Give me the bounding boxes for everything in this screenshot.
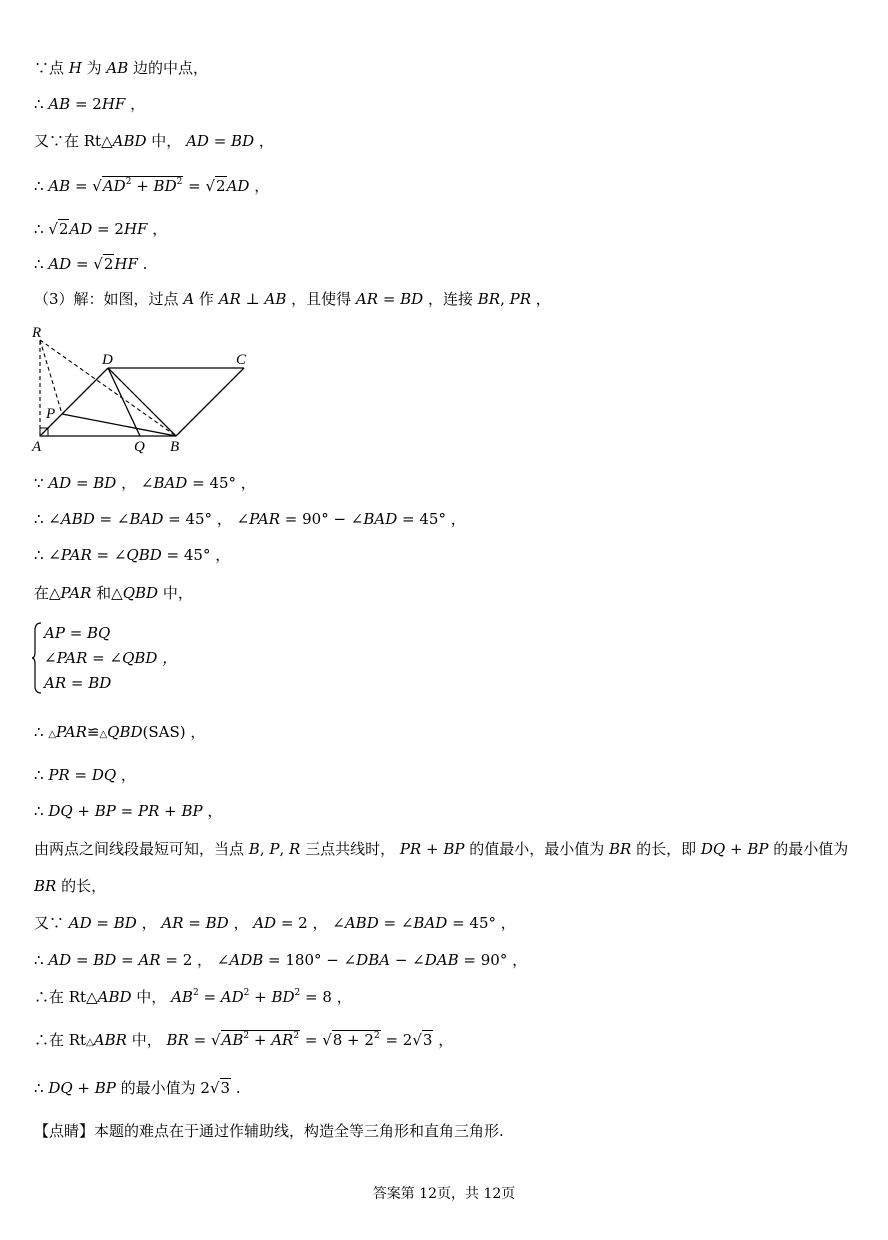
- label-c: C: [236, 352, 247, 368]
- label-a: A: [32, 439, 42, 455]
- text-line-1: ∵点 H 为 AB 边的中点，: [34, 59, 209, 77]
- text-line-11: 在△PAR 和△QBD 中，: [34, 584, 193, 602]
- text-line-4: ∴ AB = $√AD^2 + BD^2 = √2AD$ ，: [34, 177, 270, 195]
- segment-db: [108, 368, 176, 436]
- segment-bc: [176, 368, 244, 436]
- text-line-6: ∴ AD = √2HF .: [34, 255, 148, 273]
- text-line-3: 又∵在 Rt△ABD 中， AD = BD ，: [34, 132, 274, 150]
- text-line-22: 【点睛】本题的难点在于通过作辅助线，构造全等三角形和直角三角形.: [34, 1122, 504, 1140]
- segment-pb: [62, 414, 176, 436]
- text-line-20: ∴在 Rt△ABR 中， BR = $√AB^2 + AR^2 = √8 + 2^2 = 2√3$ ，: [34, 1031, 454, 1049]
- label-p: P: [46, 406, 56, 422]
- segment-rp-dashed: [40, 340, 62, 414]
- page-footer: 答案第 12页，共 12页: [372, 1186, 516, 1202]
- label-b: B: [170, 439, 180, 455]
- text-line-12: ∴ △PAR≌△QBD(SAS) ，: [34, 723, 206, 741]
- text-line-14: ∴ DQ + BP = PR + BP ，: [34, 802, 223, 820]
- system-line-1: AP = BQ: [44, 624, 111, 642]
- text-line-17: 又∵ AD = BD ， AR = BD ， AD = 2 ， ∠ABD = ∠BAD = 45° ，: [34, 914, 516, 932]
- text-line-5: ∴ √2AD = 2HF ，: [34, 220, 168, 238]
- text-line-16: BR 的长，: [34, 877, 107, 895]
- system-line-2: ∠PAR = ∠QBD ，: [44, 649, 178, 667]
- text-line-8: ∵ AD = BD ， ∠BAD = 45° ，: [34, 474, 256, 492]
- label-q: Q: [134, 439, 145, 455]
- label-r: R: [32, 325, 42, 341]
- text-line-19: ∴在 Rt△ABD 中， $AB^2 = AD^2 + BD^2 = 8$ ，: [34, 988, 352, 1006]
- label-d: D: [102, 352, 113, 368]
- geometry-figure: [26, 320, 258, 460]
- left-brace: [32, 622, 42, 694]
- text-line-9: ∴ ∠ABD = ∠BAD = 45° ， ∠PAR = 90° − ∠BAD = 45° ，: [34, 510, 466, 528]
- text-line-10: ∴ ∠PAR = ∠QBD = 45° ，: [34, 546, 231, 564]
- segment-ad: [40, 368, 108, 436]
- text-line-7: （3）解：如图，过点 A 作 AR ⊥ AB ，且使得 AR = BD ，连接 BR, PR ，: [34, 290, 551, 308]
- system-line-3: AR = BD: [44, 674, 112, 692]
- text-line-2: ∴ AB = 2HF ，: [34, 95, 146, 113]
- text-line-13: ∴ PR = DQ ，: [34, 766, 136, 784]
- text-line-21: ∴ DQ + BP 的最小值为 2√3 .: [34, 1079, 241, 1097]
- text-line-15: 由两点之间线段最短可知，当点 B, P, R 三点共线时， PR + BP 的值最小，最小值为 BR 的长，即 DQ + BP 的最小值为: [34, 840, 849, 858]
- text-line-18: ∴ AD = BD = AR = 2 ， ∠ADB = 180° − ∠DBA − ∠DAB = 90° ，: [34, 951, 528, 969]
